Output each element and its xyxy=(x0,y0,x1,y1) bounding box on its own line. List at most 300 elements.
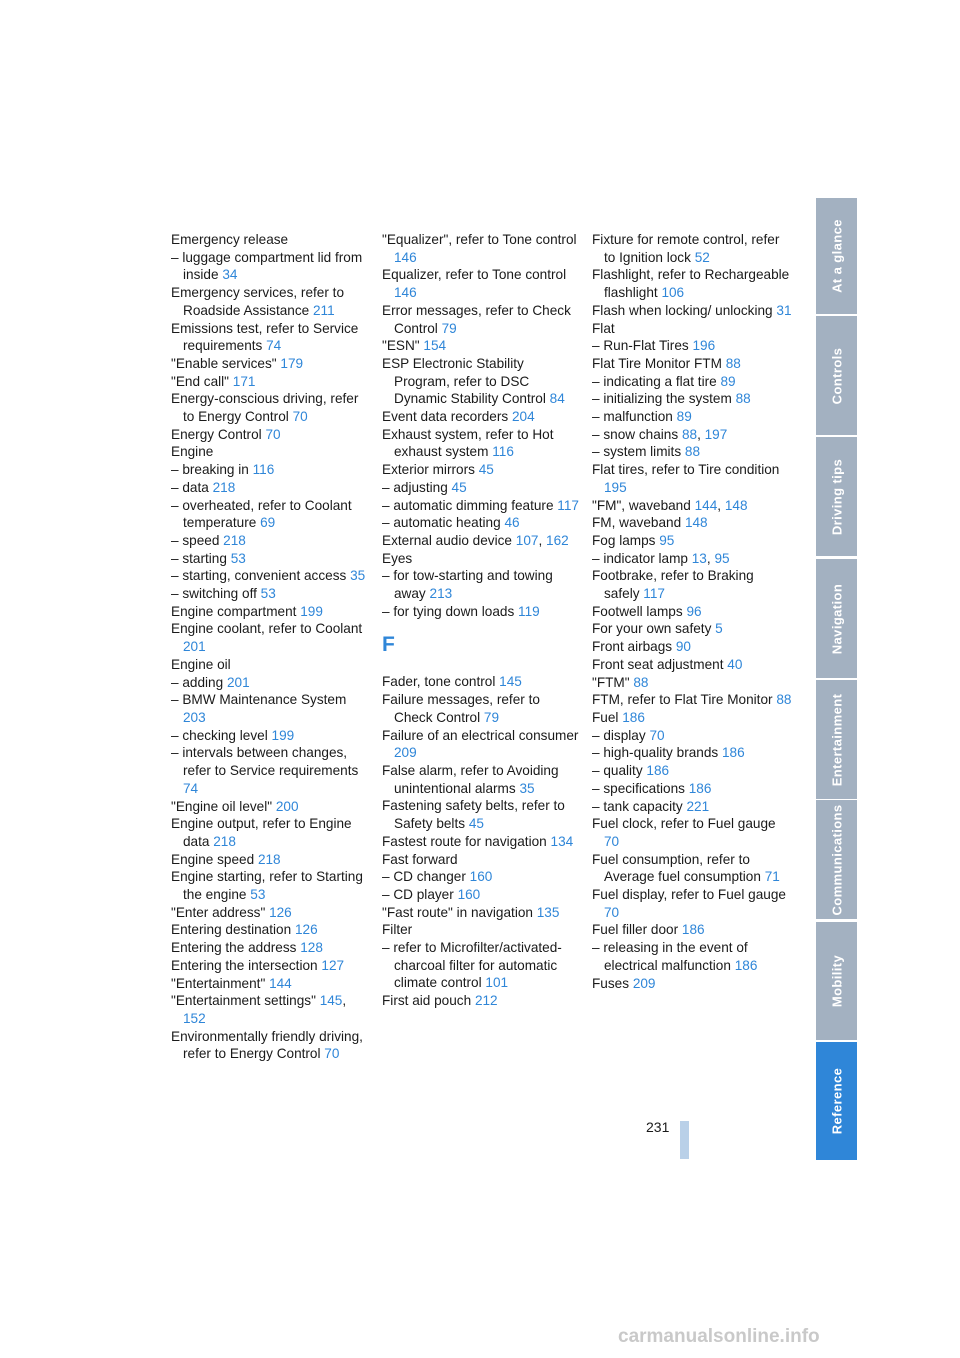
index-entry-text: – for tying down loads xyxy=(382,603,515,619)
side-tab-label: At a glance xyxy=(829,219,844,293)
index-entry xyxy=(592,975,792,993)
index-entry-text: Eyes xyxy=(382,550,413,566)
index-entry xyxy=(592,532,792,550)
page-reference-link[interactable]: 89 xyxy=(720,373,736,389)
page-reference-link[interactable]: 171 xyxy=(232,373,256,389)
index-entry-text: Flat xyxy=(592,320,615,336)
index-entry-text: – automatic dimming feature xyxy=(382,497,554,513)
side-tab-entertainment[interactable] xyxy=(816,680,857,799)
page-reference-link[interactable]: 148 xyxy=(724,497,748,513)
index-entry xyxy=(171,851,371,869)
index-entry-text: – Run-Flat Tires xyxy=(592,338,689,354)
page-reference-link[interactable]: 70 xyxy=(324,1046,340,1062)
index-entry xyxy=(382,266,582,301)
page-reference-link[interactable]: 88 xyxy=(633,674,649,690)
index-entry-text: – BMW Maintenance System xyxy=(171,692,347,708)
page-reference-link[interactable]: 200 xyxy=(275,798,299,814)
page-reference-link[interactable]: 209 xyxy=(394,745,417,761)
index-entry-text: – switching off xyxy=(171,586,257,602)
index-entry xyxy=(382,567,582,602)
index-entry xyxy=(382,921,582,939)
index-column-1 xyxy=(171,231,371,1063)
index-entry xyxy=(592,443,792,461)
index-entry xyxy=(171,603,371,621)
page-reference-link[interactable]: 199 xyxy=(271,727,295,743)
page-reference-link[interactable]: 119 xyxy=(518,603,540,619)
page-reference-link[interactable]: 70 xyxy=(649,727,665,743)
index-entry xyxy=(171,727,371,745)
index-entry-text: FTM, refer to Flat Tire Monitor xyxy=(592,692,773,708)
index-entry-text: – malfunction xyxy=(592,409,673,425)
index-entry-text: – CD changer xyxy=(382,869,466,885)
index-entry-text: Engine speed xyxy=(171,851,255,867)
index-entry xyxy=(171,674,371,692)
page-reference-link[interactable]: 127 xyxy=(321,957,345,973)
side-tab-label: Mobility xyxy=(829,954,844,1008)
index-entry-text: FM, waveband xyxy=(592,515,682,531)
index-entry-text: – starting, convenient access xyxy=(171,568,347,584)
index-entry-text: Exterior mirrors xyxy=(382,462,475,478)
index-entry xyxy=(382,408,582,426)
index-entry xyxy=(171,355,371,373)
index-entry xyxy=(592,620,792,638)
page-reference-link[interactable]: 186 xyxy=(681,922,705,938)
index-entry-text: Error messages, refer to Check Control xyxy=(382,302,571,336)
footer-watermark: carmanualsonline.info xyxy=(618,1326,820,1347)
index-entry xyxy=(171,461,371,479)
page-reference-link[interactable]: 90 xyxy=(675,639,691,655)
index-entry-text: Entering the address xyxy=(171,940,297,956)
page-reference-link[interactable]: 186 xyxy=(721,745,745,761)
index-entry-text: Emissions test, refer to Service requirements xyxy=(171,320,359,354)
page-reference-link[interactable]: 53 xyxy=(230,550,246,566)
index-entry xyxy=(382,992,582,1010)
index-entry xyxy=(592,514,792,532)
page-reference-link[interactable]: 70 xyxy=(265,426,281,442)
index-entry xyxy=(171,939,371,957)
page-reference-link[interactable]: 212 xyxy=(474,993,498,1009)
index-entry-text: Flash when locking/ unlocking xyxy=(592,302,773,318)
index-entry-text: Failure of an electrical consumer xyxy=(382,727,579,743)
index-entry-text: Engine output, refer to Engine data xyxy=(171,816,352,849)
side-tab-at-a-glance[interactable] xyxy=(816,198,857,314)
index-entry-text: Equalizer, refer to Tone control xyxy=(382,267,567,283)
index-entry xyxy=(592,461,792,496)
index-entry-text: Event data recorders xyxy=(382,409,509,425)
page-reference-link[interactable]: 45 xyxy=(478,462,494,478)
index-entry-text: – initializing the system xyxy=(592,391,732,407)
index-entry xyxy=(382,797,582,832)
page-reference-link[interactable]: 186 xyxy=(622,709,645,725)
index-entry-text: External audio device xyxy=(382,532,512,548)
index-entry xyxy=(171,443,371,461)
index-entry xyxy=(382,426,582,461)
page-reference-link[interactable]: 134 xyxy=(550,833,574,849)
page-reference-link[interactable]: 152 xyxy=(183,1010,206,1026)
index-entry-text: Fastening safety belts, refer to Safety belts xyxy=(382,798,565,832)
index-entry xyxy=(171,426,371,444)
page-reference-link[interactable]: 213 xyxy=(429,586,453,602)
index-entry xyxy=(171,921,371,939)
page-reference-link[interactable]: 45 xyxy=(451,479,467,495)
page-reference-link[interactable]: 74 xyxy=(183,780,199,796)
page-reference-link[interactable]: 209 xyxy=(632,975,656,991)
side-tab-driving-tips[interactable] xyxy=(816,437,857,556)
index-entry-text: "FTM" xyxy=(592,674,630,690)
index-entry xyxy=(382,886,582,904)
page-reference-link[interactable]: 116 xyxy=(252,462,275,478)
page-reference-link[interactable]: 199 xyxy=(300,603,323,619)
page-reference-link[interactable]: 13 xyxy=(691,550,707,566)
index-entry-text: – for tow-starting and towing away xyxy=(382,568,553,602)
page-reference-link[interactable]: 146 xyxy=(394,285,417,301)
index-entry-text: Front airbags xyxy=(592,639,673,655)
index-entry-text: – snow chains xyxy=(592,426,679,442)
index-entry-text: For your own safety xyxy=(592,621,712,637)
index-entry xyxy=(382,868,582,886)
page-reference-link[interactable]: 218 xyxy=(257,851,281,867)
page-reference-link[interactable]: 79 xyxy=(483,709,500,725)
page-number-bar xyxy=(680,1121,689,1159)
index-entry xyxy=(592,851,792,886)
page-reference-link[interactable]: 106 xyxy=(661,285,685,301)
page-reference-link[interactable]: 88 xyxy=(776,692,792,708)
page-reference-link[interactable]: 135 xyxy=(536,904,560,920)
page-reference-link[interactable]: 218 xyxy=(213,833,236,849)
index-entry: – indicator lamp 13, 95 xyxy=(592,550,730,566)
index-entry xyxy=(592,886,792,921)
side-tab-label: Communications xyxy=(829,803,844,916)
index-entry-text: Energy Control xyxy=(171,426,262,442)
page-reference-link[interactable]: 101 xyxy=(485,975,509,991)
index-entry-text: "FM", waveband xyxy=(592,497,691,513)
index-entry xyxy=(592,567,792,602)
index-entry xyxy=(382,727,582,762)
page-reference-link[interactable]: 195 xyxy=(604,479,627,495)
index-entry xyxy=(592,921,792,939)
index-entry xyxy=(382,514,582,532)
index-entry xyxy=(382,550,582,568)
index-entry-text: – data xyxy=(171,479,209,495)
index-entry xyxy=(592,266,792,301)
index-entry-text: Engine coolant, refer to Coolant xyxy=(171,621,363,637)
side-tab-bar xyxy=(816,198,857,1160)
page-reference-link[interactable]: 95 xyxy=(659,532,675,548)
page-reference-link[interactable]: 89 xyxy=(676,409,692,425)
index-entry-text: – quality xyxy=(592,763,643,779)
index-entry: – snow chains 88, 197 xyxy=(592,426,728,442)
index-entry xyxy=(171,550,371,568)
index-entry xyxy=(171,567,371,585)
index-entry xyxy=(592,320,792,338)
index-entry xyxy=(592,674,792,692)
page-reference-link[interactable]: 144 xyxy=(269,975,292,991)
page-reference-link[interactable]: 196 xyxy=(692,338,716,354)
index-entry xyxy=(382,355,582,408)
index-entry-text: Fuel clock, refer to Fuel gauge xyxy=(592,816,776,832)
index-entry xyxy=(592,373,792,391)
index-entry-text: Front seat adjustment xyxy=(592,656,724,672)
index-entry xyxy=(382,691,582,726)
index-entry-text: Emergency services, refer to Roadside Assistance xyxy=(171,285,345,318)
page-reference-link[interactable]: 88 xyxy=(681,426,698,442)
index-entry-text: – starting xyxy=(171,550,227,566)
index-entry xyxy=(592,656,792,674)
index-entry-text: – intervals between changes, refer to Service requirements xyxy=(171,745,359,779)
index-entry xyxy=(592,638,792,656)
index-entry xyxy=(592,780,792,798)
index-entry xyxy=(382,851,582,869)
page-reference-link[interactable]: 74 xyxy=(266,338,282,354)
index-column-2 xyxy=(382,231,582,1010)
index-entry-text: Fuel filler door xyxy=(592,922,679,938)
index-entry-text: Engine xyxy=(171,444,214,460)
index-entry-text: Engine starting, refer to Starting the engine xyxy=(171,869,363,903)
page-reference-link[interactable]: 53 xyxy=(260,586,276,602)
index-entry xyxy=(171,691,371,726)
index-entry-text: ESP Electronic Stability Program, refer to DSC Dynamic Stability Control xyxy=(382,355,546,407)
index-entry-text: – speed xyxy=(171,532,220,548)
index-entry-text: Engine oil xyxy=(171,656,231,672)
index-entry xyxy=(171,585,371,603)
index-entry xyxy=(171,390,371,425)
page-reference-link[interactable]: 45 xyxy=(468,816,484,832)
index-column-3 xyxy=(592,231,792,992)
index-entry xyxy=(382,833,582,851)
index-entry xyxy=(592,337,792,355)
page-reference-link[interactable]: 211 xyxy=(312,302,335,318)
index-entry xyxy=(382,479,582,497)
page-reference-link[interactable]: 186 xyxy=(734,957,758,973)
index-entry-text: – high-quality brands xyxy=(592,745,719,761)
page-reference-link[interactable]: 35 xyxy=(350,568,366,584)
page-reference-link[interactable]: 145 xyxy=(499,674,522,690)
index-entry-text: "Equalizer", refer to Tone control xyxy=(382,232,577,247)
index-entry xyxy=(171,532,371,550)
index-entry xyxy=(382,904,582,922)
index-entry-text: Footwell lamps xyxy=(592,603,683,619)
index-entry xyxy=(382,337,582,355)
index-entry xyxy=(382,939,582,992)
side-tab-reference[interactable] xyxy=(816,1042,857,1160)
index-entry-text: Fuses xyxy=(592,975,630,991)
index-entry xyxy=(592,302,792,320)
side-tab-navigation[interactable] xyxy=(816,559,857,678)
page-reference-link[interactable]: 203 xyxy=(183,709,206,725)
index-entry-text: Fixture for remote control, refer to Ignition lock xyxy=(592,232,780,265)
index-entry-text: – indicator lamp xyxy=(592,550,688,566)
index-entry-text: – breaking in xyxy=(171,462,249,478)
page-reference-link[interactable]: 70 xyxy=(604,833,620,849)
side-tab-label: Entertainment xyxy=(829,693,844,786)
index-entry xyxy=(592,231,792,266)
index-entry xyxy=(171,231,371,249)
page-reference-link[interactable]: 46 xyxy=(504,515,520,531)
page-reference-link[interactable]: 128 xyxy=(300,940,323,956)
index-entry-text: Entering the intersection xyxy=(171,957,318,973)
index-entry-text: – checking level xyxy=(171,727,268,743)
index-entry xyxy=(382,231,582,266)
page-reference-link[interactable]: 35 xyxy=(519,780,535,796)
index-entry xyxy=(592,390,792,408)
index-entry-text: Emergency release xyxy=(171,232,289,247)
index-entry-text: Fuel xyxy=(592,709,619,725)
page-reference-link[interactable]: 145 xyxy=(319,993,343,1009)
index-entry-text: Fuel display, refer to Fuel gauge xyxy=(592,887,786,903)
side-tab-label: Driving tips xyxy=(829,458,844,535)
index-entry: "Entertainment settings" 145, 152 xyxy=(171,993,347,1026)
side-tab-communications[interactable] xyxy=(816,800,857,919)
index-entry xyxy=(171,284,371,319)
page-reference-link[interactable]: 144 xyxy=(694,497,718,513)
index-entry-text: Footbrake, refer to Braking safely xyxy=(592,568,754,602)
index-entry-text: – automatic heating xyxy=(382,515,501,531)
page-reference-link[interactable]: 70 xyxy=(604,904,620,920)
index-entry xyxy=(171,656,371,674)
index-entry xyxy=(592,691,792,709)
index-entry xyxy=(382,497,582,515)
side-tab-controls[interactable] xyxy=(816,316,857,435)
index-entry-text: Filter xyxy=(382,922,413,938)
side-tab-label: Reference xyxy=(829,1067,844,1135)
index-entry-text: Fastest route for navigation xyxy=(382,833,547,849)
index-entry: "FM", waveband 144, 148 xyxy=(592,497,748,513)
index-entry xyxy=(171,744,371,797)
index-entry xyxy=(171,479,371,497)
index-entry xyxy=(171,975,371,993)
page-reference-link[interactable]: 154 xyxy=(423,338,447,354)
index-entry-text: "Entertainment settings" xyxy=(171,993,316,1009)
page-reference-link[interactable]: 197 xyxy=(704,426,728,442)
index-entry-text: – adding xyxy=(171,674,224,690)
page-reference-link[interactable]: 71 xyxy=(764,869,780,885)
index-entry-text: – luggage compartment lid from inside xyxy=(171,249,363,283)
page-number: 231 xyxy=(646,1119,670,1135)
side-tab-label: Navigation xyxy=(829,583,844,654)
page-reference-link[interactable]: 218 xyxy=(223,532,246,548)
index-entry-text: False alarm, refer to Avoiding unintentional alarms xyxy=(382,762,559,796)
page-reference-link[interactable]: 84 xyxy=(549,391,565,407)
index-entry-text: "Enter address" xyxy=(171,904,266,920)
index-entry-text: Flashlight, refer to Rechargeable flashlight xyxy=(592,267,790,301)
index-entry-text: – refer to Microfilter/activated-charcoal filter for automatic climate control xyxy=(382,940,562,991)
index-entry xyxy=(382,603,582,621)
index-entry-text: – overheated, refer to Coolant temperature xyxy=(171,497,352,531)
page-reference-link[interactable]: 146 xyxy=(394,249,417,265)
index-entry-text: Flat tires, refer to Tire condition xyxy=(592,462,780,478)
index-entry-text: – tank capacity xyxy=(592,798,683,814)
index-entry-text: – CD player xyxy=(382,886,454,902)
index-entry-text: – specifications xyxy=(592,780,685,796)
index-entry xyxy=(382,302,582,337)
page-reference-link[interactable]: 218 xyxy=(212,479,236,495)
page-reference-link[interactable]: 148 xyxy=(684,515,708,531)
page-reference-link[interactable]: 53 xyxy=(250,887,266,903)
index-entry xyxy=(171,868,371,903)
index-entry xyxy=(592,355,792,373)
page-reference-link[interactable]: 126 xyxy=(269,904,292,920)
page-reference-link[interactable]: 34 xyxy=(222,267,238,283)
side-tab-mobility[interactable] xyxy=(816,922,857,1040)
page-reference-link[interactable]: 186 xyxy=(688,780,712,796)
index-entry xyxy=(171,620,371,655)
page-reference-link[interactable]: 117 xyxy=(643,586,665,602)
page-reference-link[interactable]: 40 xyxy=(727,656,743,672)
page-reference-link[interactable]: 162 xyxy=(546,532,569,548)
page-reference-link[interactable]: 116 xyxy=(492,444,514,460)
index-entry-text: – system limits xyxy=(592,444,682,460)
page-reference-link[interactable]: 31 xyxy=(776,302,792,318)
index-entry-text: – adjusting xyxy=(382,479,448,495)
index-entry-text: Exhaust system, refer to Hot exhaust system xyxy=(382,426,554,460)
index-entry-text: "End call" xyxy=(171,373,230,389)
index-entry xyxy=(592,709,792,727)
index-entry-text: Failure messages, refer to Check Control xyxy=(382,692,540,725)
page-reference-link[interactable]: 96 xyxy=(686,603,702,619)
page-reference-link[interactable]: 88 xyxy=(684,444,701,460)
index-entry xyxy=(592,408,792,426)
index-entry xyxy=(171,798,371,816)
side-tab-label: Controls xyxy=(829,347,844,404)
index-entry xyxy=(592,798,792,816)
page-reference-link[interactable]: 88 xyxy=(725,355,741,371)
index-entry xyxy=(382,762,582,797)
index-entry xyxy=(171,373,371,391)
index-entry xyxy=(171,320,371,355)
index-entry-text: Energy-conscious driving, refer to Energy Control xyxy=(171,391,359,425)
index-entry-text: – releasing in the event of electrical malfunction xyxy=(592,940,748,973)
page-reference-link[interactable]: 204 xyxy=(511,409,535,425)
index-letter-heading: F xyxy=(382,633,395,657)
page-reference-link[interactable]: 70 xyxy=(292,409,308,425)
page-reference-link[interactable]: 88 xyxy=(735,391,751,407)
index-entry-text: Environmentally friendly driving, refer to Energy Control xyxy=(171,1028,363,1062)
page-reference-link[interactable]: 5 xyxy=(715,621,723,637)
page-reference-link[interactable]: 52 xyxy=(694,249,710,265)
index-entry xyxy=(592,603,792,621)
index-entry-text: Fast forward xyxy=(382,851,458,867)
index-entry-text: "Enable services" xyxy=(171,355,277,371)
page-reference-link[interactable]: 186 xyxy=(646,763,670,779)
index-entry xyxy=(592,727,792,745)
index-entry xyxy=(171,1028,371,1063)
index-entry xyxy=(171,957,371,975)
page-reference-link[interactable]: 126 xyxy=(294,922,318,938)
index-entry xyxy=(171,497,371,532)
index-entry xyxy=(382,673,582,691)
index-entry xyxy=(592,815,792,850)
index-entry-text: Flat Tire Monitor FTM xyxy=(592,355,722,371)
index-entry-text: Fuel consumption, refer to Average fuel consumption xyxy=(592,851,761,885)
page-reference-link[interactable]: 179 xyxy=(280,355,304,371)
page-reference-link[interactable]: 69 xyxy=(260,515,276,531)
page-reference-link[interactable]: 107 xyxy=(515,532,539,548)
page-reference-link[interactable]: 160 xyxy=(457,886,481,902)
page-reference-link[interactable]: 79 xyxy=(441,320,457,336)
page-reference-link[interactable]: 221 xyxy=(686,798,710,814)
index-entry-text: Engine compartment xyxy=(171,603,297,619)
index-entry xyxy=(592,762,792,780)
index-entry-text: "Fast route" in navigation xyxy=(382,904,533,920)
page-reference-link[interactable]: 160 xyxy=(469,869,493,885)
page-reference-link[interactable]: 201 xyxy=(183,639,206,655)
index-entry xyxy=(592,939,792,974)
index-entry xyxy=(592,744,792,762)
page-reference-link[interactable]: 201 xyxy=(226,674,250,690)
page-reference-link[interactable]: 117 xyxy=(557,497,579,513)
page-reference-link[interactable]: 95 xyxy=(714,550,730,566)
index-entry-text: "ESN" xyxy=(382,338,420,354)
